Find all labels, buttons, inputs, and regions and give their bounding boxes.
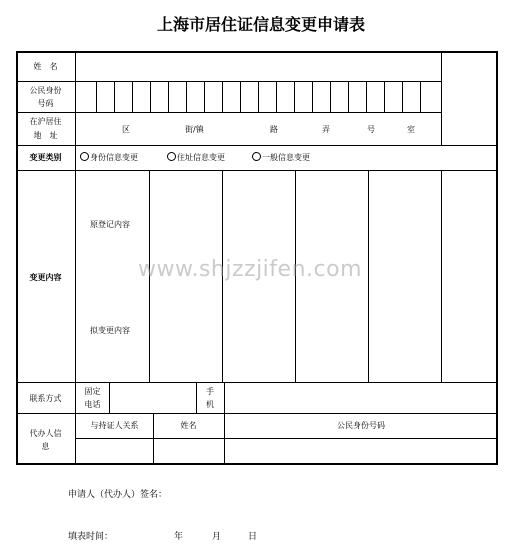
address-room: 室 xyxy=(407,125,415,134)
column-divider xyxy=(441,170,442,382)
id-cell-divider xyxy=(258,81,259,112)
row-divider xyxy=(16,413,498,414)
option-label: 身份信息变更 xyxy=(90,153,138,162)
row-divider xyxy=(76,438,498,439)
category-option-address[interactable] xyxy=(167,152,225,163)
id-cell-divider xyxy=(204,81,205,112)
id-label-line1: 公民身份 xyxy=(29,86,62,95)
id-cell-divider xyxy=(132,81,133,112)
category-option-identity[interactable] xyxy=(80,152,138,163)
mobile-label-line1: 手 xyxy=(206,387,214,396)
row-divider xyxy=(16,382,498,383)
category-label: 变更类别 xyxy=(29,153,62,162)
column-divider xyxy=(224,382,225,413)
radio-circle-icon[interactable] xyxy=(252,152,261,161)
id-cell-divider xyxy=(222,81,223,112)
agent-id-label: 公民身份号码 xyxy=(337,421,385,430)
row-divider xyxy=(16,170,498,171)
date-month: 月 xyxy=(212,532,222,542)
form-title: 上海市居住证信息变更申请表 xyxy=(156,15,365,34)
id-cell-divider xyxy=(150,81,151,112)
id-cell-divider xyxy=(168,81,169,112)
address-road: 路 xyxy=(270,125,278,134)
address-label-line1: 在沪居住 xyxy=(29,117,62,126)
contact-label: 联系方式 xyxy=(29,394,62,403)
column-divider xyxy=(441,51,442,145)
watermark-text: www.shjzzjifen.com xyxy=(138,257,362,282)
radio-circle-icon[interactable] xyxy=(80,152,89,161)
id-cell-divider xyxy=(384,81,385,112)
address-street-town: 街/镇 xyxy=(185,125,204,134)
id-cell-divider xyxy=(330,81,331,112)
option-label: 住址信息变更 xyxy=(177,153,225,162)
id-cell-divider xyxy=(402,81,403,112)
id-cell-divider xyxy=(312,81,313,112)
row-divider xyxy=(16,81,442,82)
id-cell-divider xyxy=(294,81,295,112)
category-option-general[interactable] xyxy=(252,152,310,163)
date-day: 日 xyxy=(248,532,258,542)
date-label: 填表时间： xyxy=(68,532,114,542)
id-label-line2: 号码 xyxy=(37,99,54,108)
id-cell-divider xyxy=(276,81,277,112)
agent-name-label: 姓名 xyxy=(180,421,197,430)
landline-label-line2: 电话 xyxy=(84,400,101,409)
id-cell-divider xyxy=(96,81,97,112)
row-divider xyxy=(16,112,442,113)
mobile-label-line2: 机 xyxy=(206,400,214,409)
date-year: 年 xyxy=(174,532,184,542)
id-cell-divider xyxy=(240,81,241,112)
column-divider xyxy=(109,382,110,413)
address-district: 区 xyxy=(122,125,130,134)
agent-label-line1: 代办人信 xyxy=(29,429,62,438)
agent-label-line2: 息 xyxy=(41,442,50,451)
content-label: 变更内容 xyxy=(29,273,62,282)
proposed-content-label: 拟变更内容 xyxy=(90,326,130,335)
signature-label: 申请人（代办人）签名： xyxy=(68,490,168,500)
address-lane: 弄 xyxy=(322,125,330,134)
id-cell-divider xyxy=(366,81,367,112)
id-cell-divider xyxy=(114,81,115,112)
radio-circle-icon[interactable] xyxy=(167,152,176,161)
id-cell-divider xyxy=(348,81,349,112)
agent-relation-label: 与持证人关系 xyxy=(90,421,139,430)
option-label: 一般信息变更 xyxy=(262,153,310,162)
address-number: 号 xyxy=(367,125,375,134)
id-cell-divider xyxy=(420,81,421,112)
id-cell-divider xyxy=(186,81,187,112)
column-divider xyxy=(368,170,369,382)
address-label-line2: 地 址 xyxy=(33,131,58,140)
landline-label-line1: 固定 xyxy=(84,387,101,396)
original-content-label: 原登记内容 xyxy=(90,220,130,229)
name-label: 姓 名 xyxy=(33,62,58,71)
row-divider xyxy=(16,145,498,146)
